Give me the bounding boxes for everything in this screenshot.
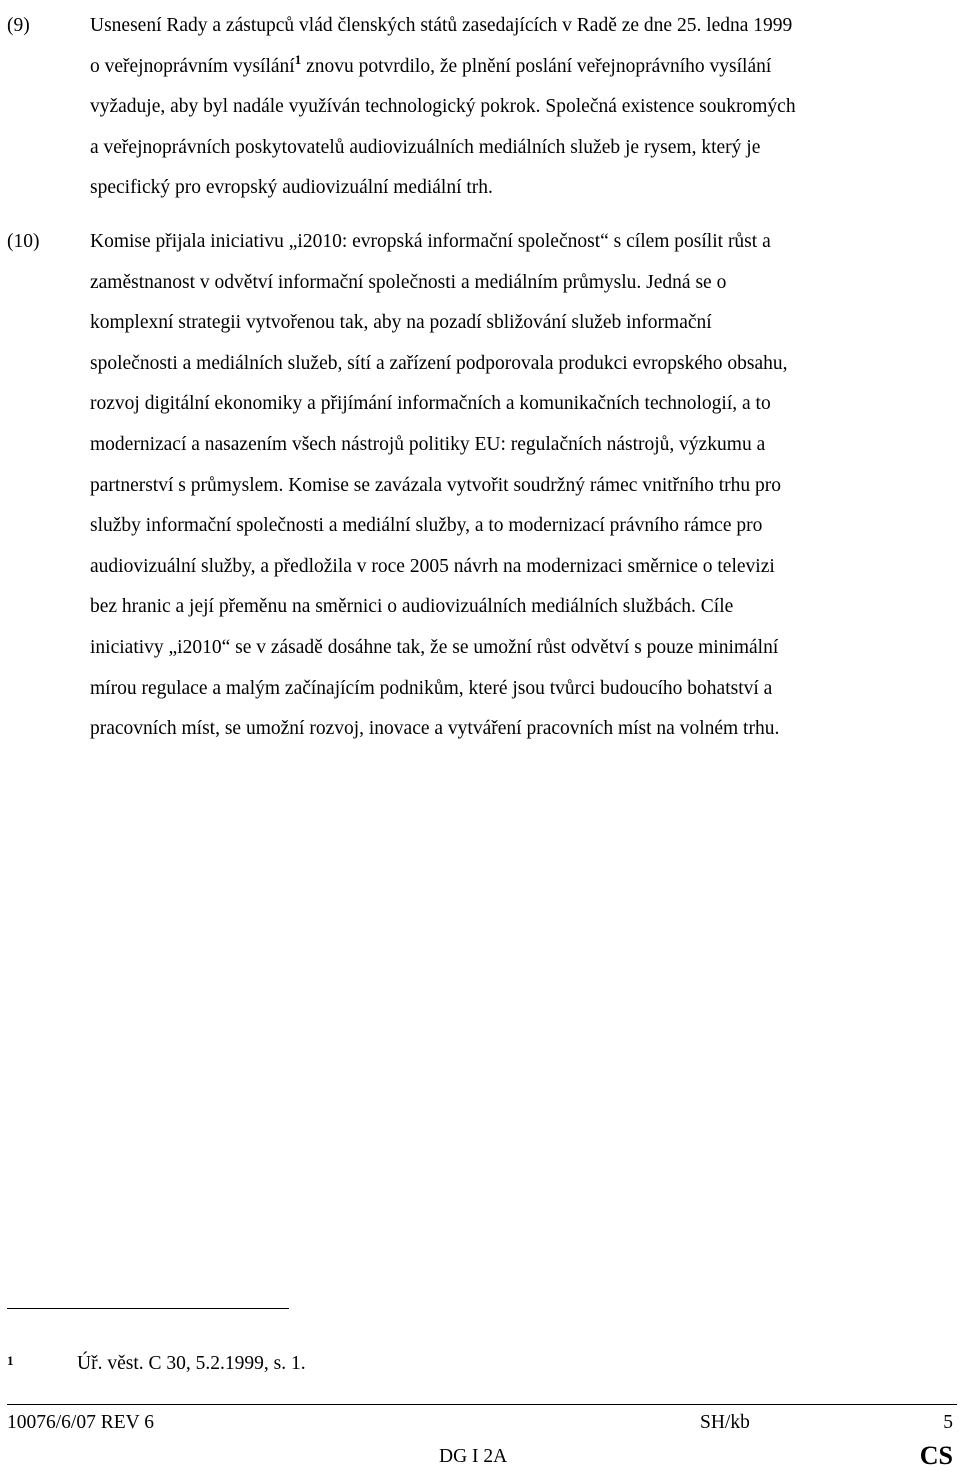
text-line: audiovizuální služby, a předložila v roce 2005 návrh na modernizaci směrnice o televizi xyxy=(90,555,775,577)
text-line: iniciativy „i2010“ se v zásadě dosáhne tak, že se umožní růst odvětví s pouze minimální xyxy=(90,636,779,658)
document-reference: 10076/6/07 REV 6 xyxy=(7,1412,154,1433)
footnote-mark: 1 xyxy=(7,1353,14,1368)
language-code: CS xyxy=(919,1441,953,1470)
footnote-separator xyxy=(7,1308,289,1309)
paragraph-number: (9) xyxy=(7,15,30,36)
text-line: mírou regulace a malým začínajícím podnikům, které jsou tvůrci budoucího bohatství a xyxy=(90,677,773,699)
paragraph-number: (10) xyxy=(7,231,40,252)
footnote-text: Úř. věst. C 30, 5.2.1999, s. 1. xyxy=(77,1353,306,1374)
footer-separator xyxy=(7,1404,957,1405)
directorate-code: DG I 2A xyxy=(439,1446,508,1467)
text-line: o veřejnoprávním vysílání$^1$ znovu potvrdilo, že plnění poslání veřejnoprávního vysílání xyxy=(90,51,772,77)
text-line: Usnesení Rady a zástupců vlád členských států zasedajících v Radě ze dne 25. ledna 1999 xyxy=(90,15,793,36)
text-line: zaměstnanost v odvětví informační společnosti a mediálním průmyslu. Jedná se o xyxy=(90,271,727,293)
text-line: modernizací a nasazením všech nástrojů politiky EU: regulačních nástrojů, výzkumu a xyxy=(90,433,766,455)
text-line: a veřejnoprávních poskytovatelů audiovizuálních mediálních služeb je rysem, který je xyxy=(90,136,761,158)
text-line: rozvoj digitální ekonomiky a přijímání informačních a komunikačních technologií, a to xyxy=(90,393,771,415)
text-line: bez hranic a její přeměnu na směrnici o audiovizuálních mediálních službách. Cíle xyxy=(90,596,734,618)
paragraph-body xyxy=(90,6,956,209)
footnote xyxy=(7,1349,306,1376)
text-line: vyžaduje, aby byl nadále využíván technologický pokrok. Společná existence soukromých xyxy=(90,96,796,118)
text-line: společnosti a mediálních služeb, sítí a zařízení podporovala produkci evropského obsahu, xyxy=(90,352,788,374)
text-line: komplexní strategii vytvořenou tak, aby na pozadí sbližování služeb informační xyxy=(90,312,712,334)
footnote-reference[interactable]: 1 xyxy=(294,51,302,67)
text-line: Komise přijala iniciativu „i2010: evropská informační společnost“ s cílem posílit růst a xyxy=(90,231,771,252)
text-line: pracovních míst, se umožní rozvoj, inovace a vytváření pracovních míst na volném trhu. xyxy=(90,718,780,740)
text-line: partnerství s průmyslem. Komise se zavázala vytvořit soudržný rámec vnitřního trhu pro xyxy=(90,474,781,496)
text-line: služby informační společnosti a mediální služby, a to modernizací právního rámce pro xyxy=(90,515,763,537)
paragraph-body xyxy=(90,222,956,750)
page-number: 5 xyxy=(943,1412,953,1433)
text-line: specifický pro evropský audiovizuální mediální trh. xyxy=(90,177,493,199)
author-initials: SH/kb xyxy=(700,1412,750,1433)
